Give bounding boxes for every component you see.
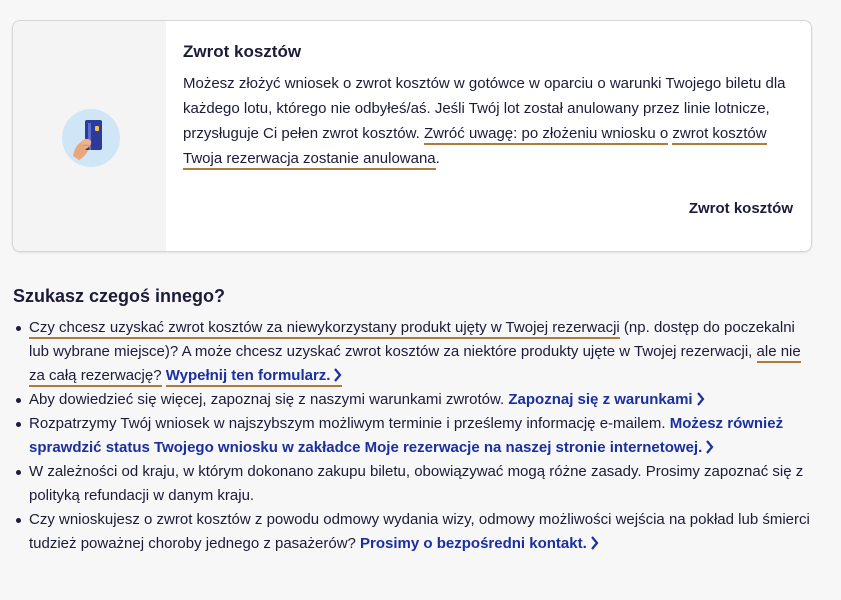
fill-form-link[interactable] (166, 367, 343, 387)
section-title: Szukasz czegoś innego? (13, 286, 226, 306)
item-underlined-partial: ale nie za całą rezerwację? (29, 343, 801, 387)
chevron-right-icon (696, 392, 705, 406)
check-status-link-label: Możesz również sprawdzić status Twojego wniosku w zakładce Moje rezerwacje na naszej stronie internetowej. (29, 415, 784, 456)
contact-link[interactable] (360, 535, 599, 552)
card-text-end: . (435, 150, 440, 167)
item-text: (np. dostęp do poczekalni lub wybrane miejsce)? A może chcesz uzyskać zwrot kosztów za niektóre produkty ujęte w Twojej rezerwacji, (29, 319, 795, 360)
list-item (13, 508, 813, 556)
fill-form-link-label: Wypełnij ten formularz. (165, 367, 331, 384)
list-item (13, 460, 813, 508)
chevron-right-icon (333, 368, 342, 382)
card-warning-line-1: Zwróć uwagę: po złożeniu wniosku o (424, 125, 668, 145)
terms-link[interactable] (508, 391, 704, 408)
item-text: W zależności od kraju, w którym dokonano zakupu biletu, obowiązywać mogą różne zasady. Prosimy zapoznać się z polityką refundacji w danym kraju. (29, 463, 804, 504)
credit-card-in-hand-icon (61, 108, 121, 168)
list-item (13, 388, 813, 412)
terms-link-label: Zapoznaj się z warunkami (508, 391, 693, 408)
list-item (13, 412, 813, 460)
chevron-right-icon (705, 440, 714, 454)
refund-action-link[interactable]: Zwrot kosztów (688, 200, 793, 217)
card-illustration-panel (13, 21, 166, 251)
item-text: Aby dowiedzieć się więcej, zapoznaj się z naszymi warunkami zwrotów. (29, 391, 509, 408)
options-list (13, 316, 813, 556)
card-text-main: Możesz złożyć wniosek o zwrot kosztów w gotówce w oparciu o warunki Twojego biletu dla każdego lotu, którego nie odbyłeś/aś. Jeśli Twój lot został anulowany przez linie lotnicze, przysługuje Ci pełen zwrot kosztów. (183, 75, 786, 142)
card-description (183, 71, 798, 171)
item-text: Rozpatrzymy Twój wniosek w najszybszym możliwym terminie i prześlemy informację e-mailem. (29, 415, 670, 432)
chevron-right-icon (590, 536, 599, 550)
item-underlined-question: Czy chcesz uzyskać zwrot kosztów za niewykorzystany produkt ujęty w Twojej rezerwacji (29, 319, 620, 339)
card-warning-line-2: zwrot kosztów Twoja rezerwacja zostanie anulowana (183, 125, 767, 170)
card-body (183, 41, 798, 171)
item-text: Czy wnioskujesz o zwrot kosztów z powodu odmowy wydania wizy, odmowy możliwości wejścia na pokład lub śmierci tudzież poważnej choroby jednego z pasażerów? (29, 511, 810, 552)
card-title: Zwrot kosztów (183, 42, 302, 61)
list-item (13, 316, 813, 388)
contact-link-label: Prosimy o bezpośredni kontakt. (360, 535, 587, 552)
other-options-section (13, 284, 813, 556)
refund-card (12, 20, 812, 252)
